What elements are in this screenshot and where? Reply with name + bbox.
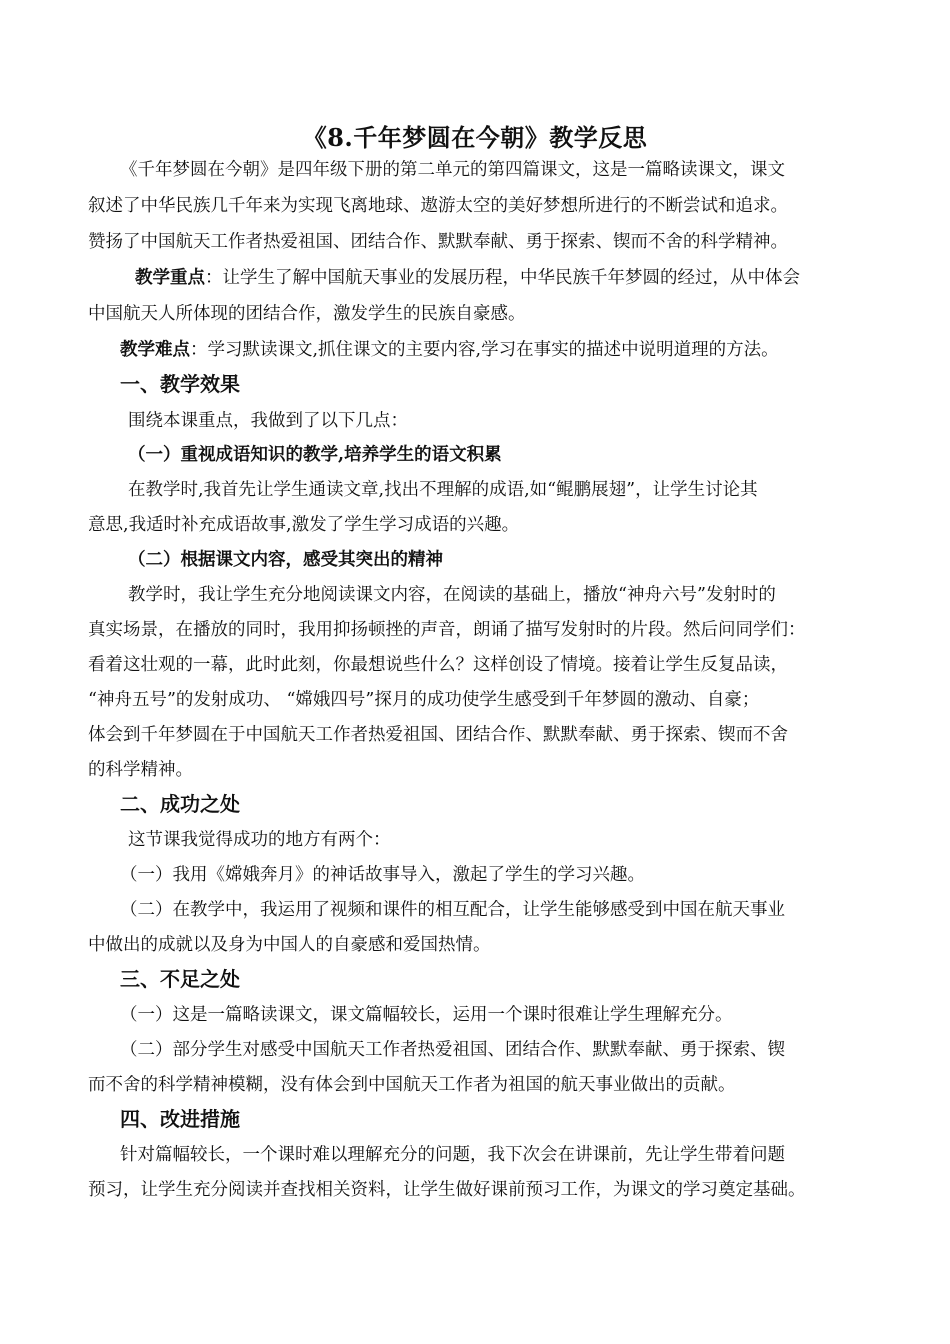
- section1-sub2: （二）根据课文内容，感受其突出的精神: [128, 550, 443, 570]
- section2-intro: 这节课我觉得成功的地方有两个：: [128, 830, 391, 850]
- section1-sub1-line-2: 意思,我适时补充成语故事,激发了学生学习成语的兴趣。: [88, 515, 520, 535]
- section1-heading: 一、教学效果: [120, 372, 240, 396]
- section2-item-1: （一）我用《嫦娥奔月》的神话故事导入，激起了学生的学习兴趣。: [120, 865, 645, 885]
- section1-sub1-line-1: 在教学时,我首先让学生通读文章,找出不理解的成语,如“鲲鹏展翅”，让学生讨论其: [128, 480, 758, 500]
- section4-line-1: 针对篇幅较长，一个课时难以理解充分的问题，我下次会在讲课前，先让学生带着问题: [120, 1145, 785, 1165]
- section1-sub2-line-3: 看着这壮观的一幕，此时此刻，你最想说些什么？这样创设了情境。接着让学生反复品读，: [88, 655, 788, 675]
- intro-line-1: 《千年梦圆在今朝》是四年级下册的第二单元的第四篇课文，这是一篇略读课文，课文: [120, 160, 785, 180]
- focus-text: ：让学生了解中国航天事业的发展历程，中华民族千年梦圆的经过，从中体会: [205, 268, 800, 288]
- intro-line-3: 赞扬了中国航天工作者热爱祖国、团结合作、默默奉献、勇于探索、锲而不舍的科学精神。: [88, 232, 788, 252]
- section4-heading: 四、改进措施: [120, 1107, 240, 1131]
- section2-item-2-line-2: 中做出的成就以及身为中国人的自豪感和爱国热情。: [88, 935, 491, 955]
- difficulty-line: [120, 338, 779, 362]
- section1-sub1: （一）重视成语知识的教学,培养学生的语文积累: [128, 445, 502, 465]
- section3-item-2-line-1: （二）部分学生对感受中国航天工作者热爱祖国、团结合作、默默奉献、勇于探索、锲: [120, 1040, 785, 1060]
- focus-line-2: 中国航天人所体现的团结合作，激发学生的民族自豪感。: [88, 304, 526, 324]
- section3-heading: 三、不足之处: [120, 967, 240, 991]
- focus-line-1: [135, 266, 800, 290]
- difficulty-label: 教学难点: [120, 340, 190, 360]
- section1-intro: 围绕本课重点，我做到了以下几点：: [128, 411, 408, 431]
- section4-line-2: 预习，让学生充分阅读并查找相关资料，让学生做好课前预习工作，为课文的学习奠定基础。: [88, 1180, 806, 1200]
- document-title: 《8.千年梦圆在今朝》教学反思: [302, 123, 648, 152]
- section1-sub2-line-6: 的科学精神。: [88, 760, 193, 780]
- section1-sub2-line-5: 体会到千年梦圆在于中国航天工作者热爱祖国、团结合作、默默奉献、勇于探索、锲而不舍: [88, 725, 788, 745]
- section1-sub2-line-2: 真实场景，在播放的同时，我用抑扬顿挫的声音，朗诵了描写发射时的片段。然后问同学们：: [88, 620, 806, 640]
- section1-sub2-line-1: 教学时，我让学生充分地阅读课文内容，在阅读的基础上，播放“神舟六号”发射时的: [128, 585, 776, 605]
- section2-heading: 二、成功之处: [120, 792, 240, 816]
- difficulty-text: ：学习默读课文,抓住课文的主要内容,学习在事实的描述中说明道理的方法。: [190, 340, 779, 360]
- section3-item-2-line-2: 而不舍的科学精神模糊，没有体会到中国航天工作者为祖国的航天事业做出的贡献。: [88, 1075, 736, 1095]
- focus-label: 教学重点: [135, 268, 205, 288]
- section1-sub2-line-4: “神舟五号”的发射成功、 “嫦娥四号”探月的成功使学生感受到千年梦圆的激动、自豪；: [88, 690, 760, 710]
- intro-line-2: 叙述了中华民族几千年来为实现飞离地球、遨游太空的美好梦想所进行的不断尝试和追求。: [88, 196, 788, 216]
- section3-item-1: （一）这是一篇略读课文，课文篇幅较长，运用一个课时很难让学生理解充分。: [120, 1005, 733, 1025]
- section2-item-2-line-1: （二）在教学中，我运用了视频和课件的相互配合，让学生能够感受到中国在航天事业: [120, 900, 785, 920]
